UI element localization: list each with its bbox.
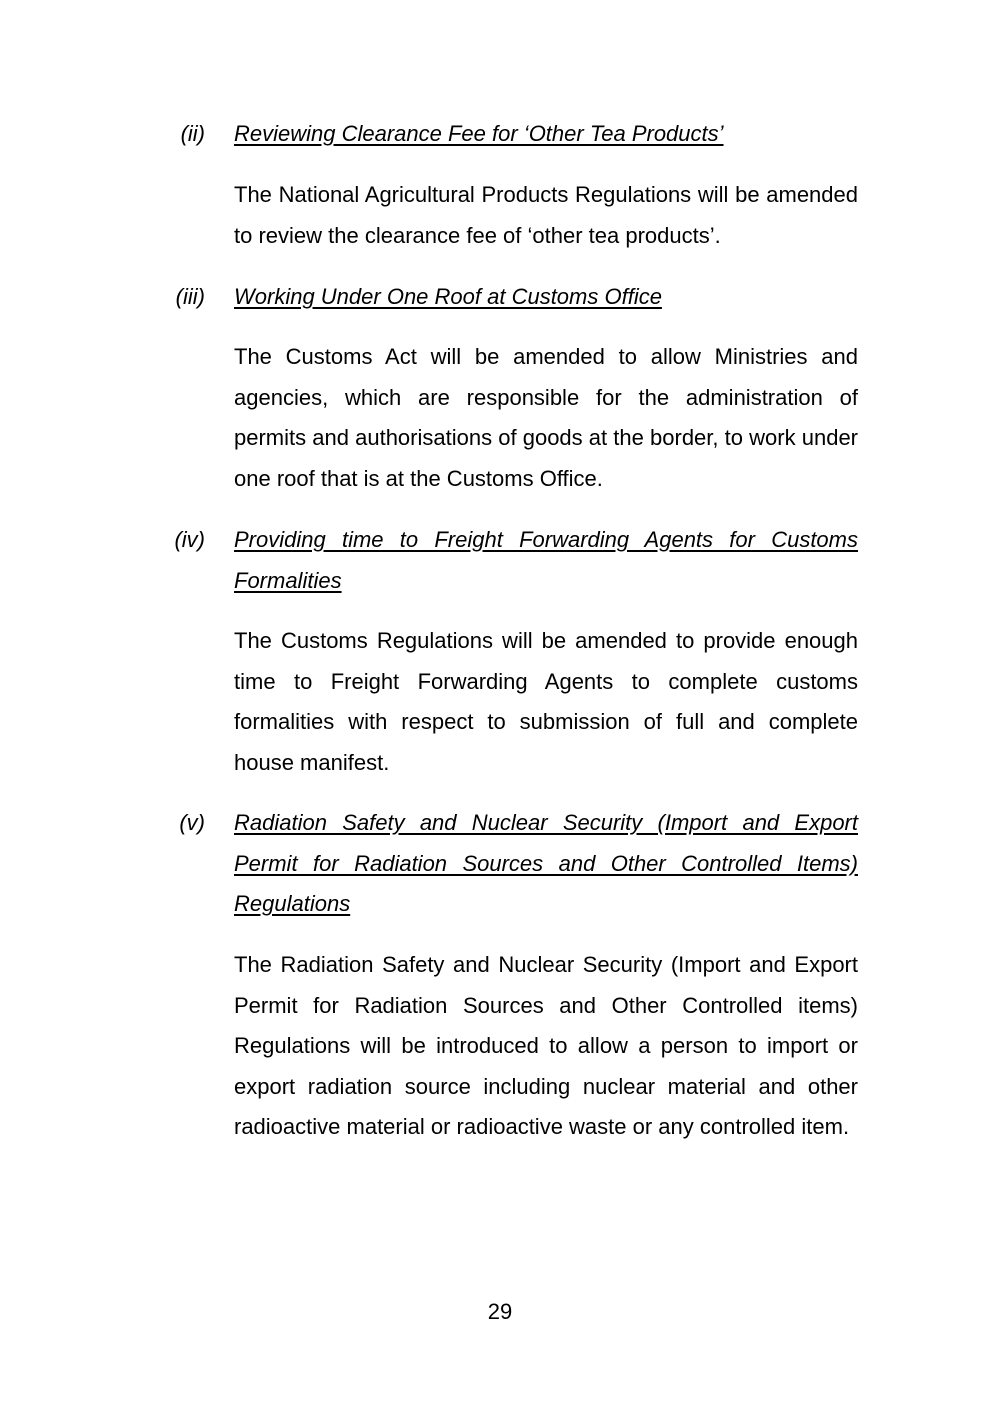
section-heading: Radiation Safety and Nuclear Security (Import and Export Permit for Radiation Sources and Other Controlled Items) Regulations (234, 810, 858, 916)
section-number: (iv) (174, 527, 205, 552)
section-body: The Radiation Safety and Nuclear Security (Import and Export Permit for Radiation Sources and Other Controlled items) Regulations will be introduced to allow a person to import or export radiation source including nuclear material and other radioactive material or radioactive waste or any controlled item. (234, 952, 858, 1139)
section-heading: Working Under One Roof at Customs Office (234, 284, 662, 309)
section-heading: Providing time to Freight Forwarding Agents for Customs Formalities (234, 527, 858, 593)
section-body: The Customs Act will be amended to allow Ministries and agencies, which are responsible for the administration of permits and authorisations of goods at the border, to work under one roof that is at the Customs Office. (234, 344, 858, 491)
page-number: 29 (487, 1299, 513, 1324)
section-number: (ii) (180, 121, 205, 146)
section-heading: Reviewing Clearance Fee for ‘Other Tea Products’ (234, 121, 724, 146)
section-body: The National Agricultural Products Regulations will be amended to review the clearance fee of ‘other tea products’. (234, 182, 858, 248)
section-number: (iii) (175, 284, 205, 309)
section-body: The Customs Regulations will be amended to provide enough time to Freight Forwarding Agents to complete customs formalities with respect to submission of full and complete house manifest. (234, 628, 858, 775)
section-number: (v) (179, 810, 205, 835)
